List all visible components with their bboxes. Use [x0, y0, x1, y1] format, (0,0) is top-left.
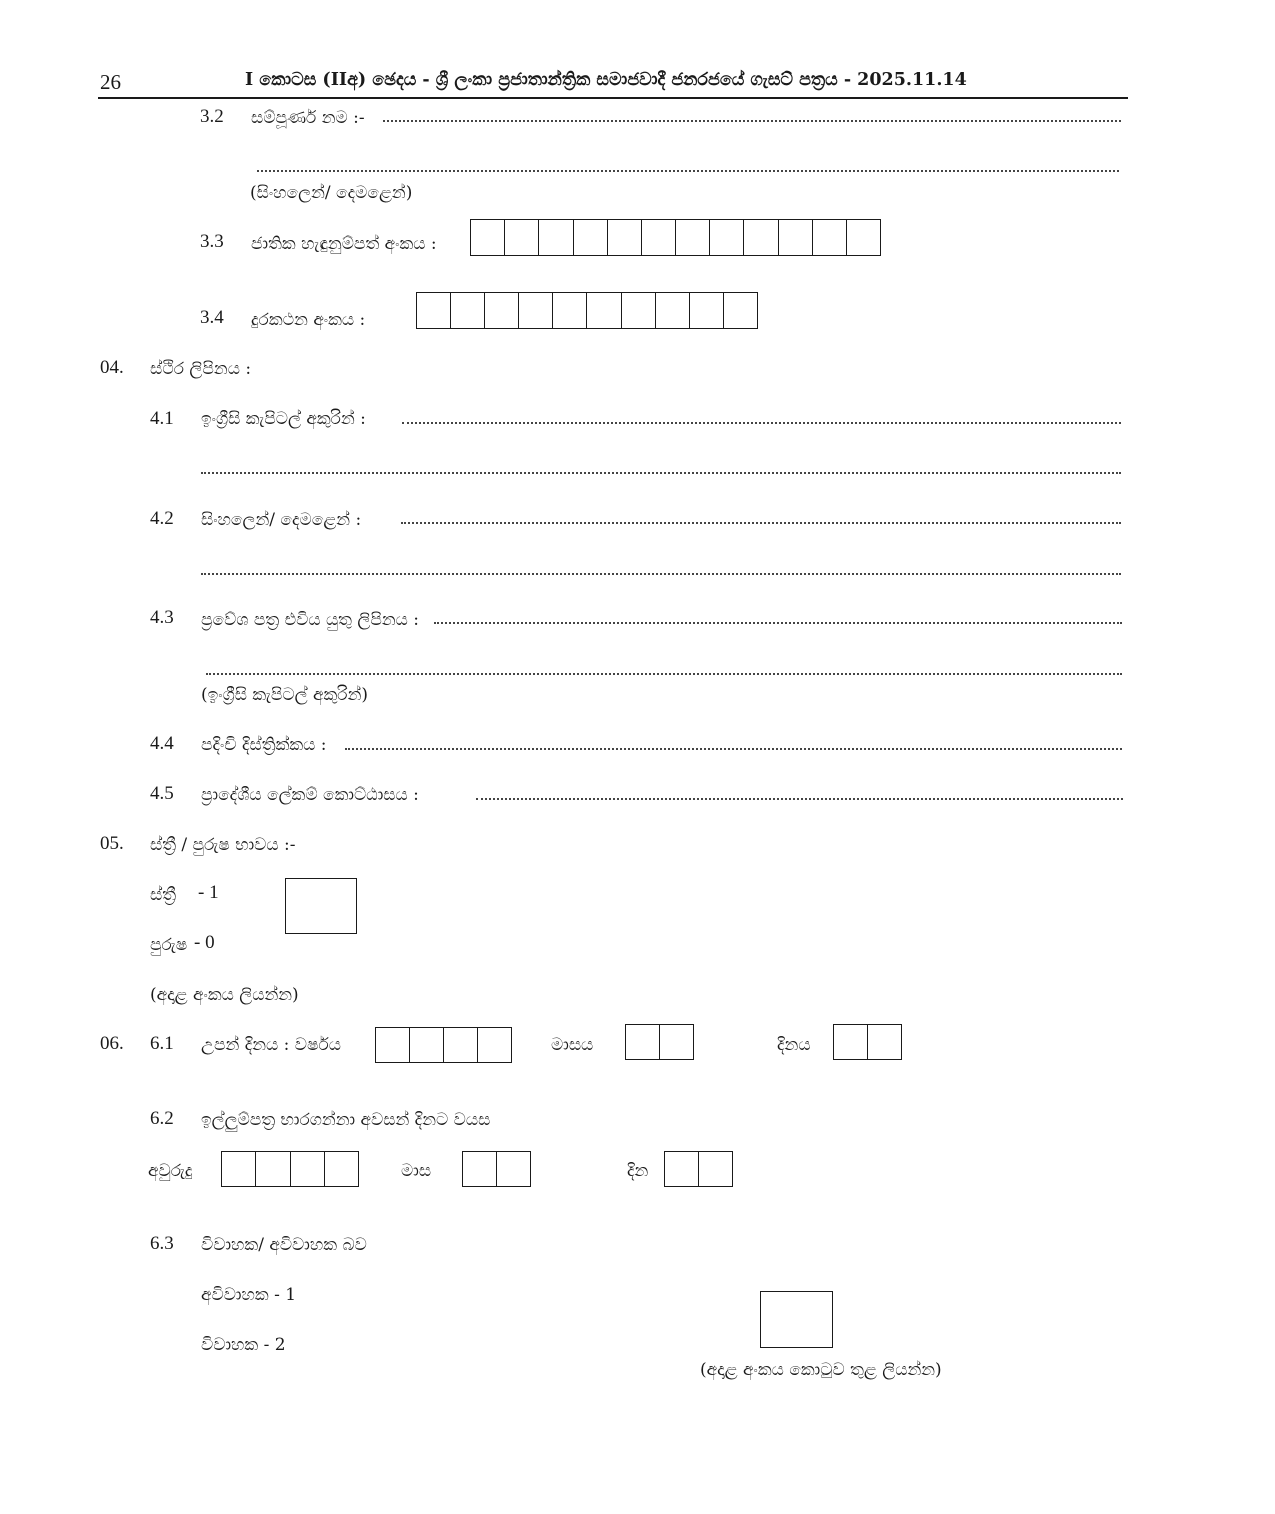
gender-code-box[interactable] [285, 878, 357, 934]
address-sinhala-tamil-line-1[interactable] [401, 522, 1121, 524]
item-number-4-2: 4.2 [150, 508, 174, 529]
gender-male-code: - 0 [194, 932, 215, 953]
item-number-3-3: 3.3 [200, 231, 224, 252]
birth-month-boxes[interactable] [625, 1024, 694, 1060]
age-months-label: මාස [401, 1161, 432, 1181]
digit-cell[interactable] [410, 1028, 444, 1062]
gender-note: (අදාළ අංකය ලියන්න) [150, 985, 299, 1005]
digit-cell[interactable] [505, 220, 539, 255]
gender-female-code: - 1 [198, 882, 219, 903]
digit-cell[interactable] [485, 293, 519, 328]
age-years-label: අවුරුදු [148, 1161, 193, 1181]
digit-cell[interactable] [497, 1152, 530, 1186]
digit-cell[interactable] [539, 220, 573, 255]
permanent-address-heading: ස්ථිර ලිපිනය : [150, 359, 252, 379]
admission-card-address-note: (ඉංග්‍රීසි කැපිටල් අකුරින්) [201, 685, 369, 705]
digit-cell[interactable] [656, 293, 690, 328]
full-name-line-2[interactable] [257, 170, 1119, 172]
address-sinhala-tamil-label: සිංහලෙන්/ දෙමළෙන් : [201, 510, 362, 530]
item-number-3-2: 3.2 [200, 106, 224, 127]
full-name-line-1[interactable] [383, 120, 1121, 122]
item-number-4-5: 4.5 [150, 783, 174, 804]
digit-cell[interactable] [690, 293, 724, 328]
digit-cell[interactable] [744, 220, 778, 255]
admission-card-address-label: ප්‍රවේශ පත්‍ර එවිය යුතු ලිපිනය : [201, 610, 420, 630]
digit-cell[interactable] [463, 1152, 497, 1186]
admission-card-address-line-1[interactable] [434, 622, 1122, 624]
birth-year-boxes[interactable] [375, 1027, 512, 1063]
birth-year-label: උපන් දිනය : වර්ෂය [201, 1035, 342, 1055]
gender-heading: ස්ත්‍රී / පුරුෂ භාවය :- [150, 835, 296, 855]
digit-cell[interactable] [444, 1028, 478, 1062]
nic-number-label: ජාතික හැඳුනුම්පත් අංකය : [251, 234, 437, 254]
address-sinhala-tamil-line-2[interactable] [201, 573, 1121, 575]
digit-cell[interactable] [622, 293, 656, 328]
item-number-4-3: 4.3 [150, 607, 174, 628]
digit-cell[interactable] [478, 1028, 511, 1062]
marital-status-label: විවාහක/ අවිවාහක බව [201, 1235, 367, 1255]
digit-cell[interactable] [471, 220, 505, 255]
item-number-3-4: 3.4 [200, 307, 224, 328]
resident-district-line[interactable] [345, 748, 1122, 750]
gender-male-label: පුරුෂ [150, 935, 188, 955]
digit-cell[interactable] [642, 220, 676, 255]
full-name-label: සම්පූර්ණ නම :- [251, 108, 365, 128]
digit-cell[interactable] [847, 220, 880, 255]
nic-number-boxes[interactable] [470, 219, 881, 256]
digit-cell[interactable] [451, 293, 485, 328]
digit-cell[interactable] [868, 1025, 901, 1059]
digit-cell[interactable] [256, 1152, 290, 1186]
digit-cell[interactable] [417, 293, 451, 328]
digit-cell[interactable] [724, 293, 757, 328]
item-number-6-1: 6.1 [150, 1033, 174, 1054]
item-number-6-3: 6.3 [150, 1233, 174, 1254]
digit-cell[interactable] [574, 220, 608, 255]
digit-cell[interactable] [660, 1025, 693, 1059]
digit-cell[interactable] [710, 220, 744, 255]
page-header-title: I කොටස (IIඅ) ඡෙදය - ශ්‍රී ලංකා ප්‍රජාතාන්ත්‍රික සමාජවාදී ජනරජයේ ගැසට් පත්‍රය - 2025.11.14 [245, 70, 967, 90]
address-english-line-2[interactable] [201, 472, 1121, 474]
digit-cell[interactable] [813, 220, 847, 255]
digit-cell[interactable] [519, 293, 553, 328]
section-number-05: 05. [100, 833, 124, 854]
phone-number-label: දුරකථන අංකය : [251, 310, 366, 330]
gender-female-label: ස්ත්‍රී [150, 885, 177, 905]
digit-cell[interactable] [291, 1152, 325, 1186]
digit-cell[interactable] [553, 293, 587, 328]
age-years-boxes[interactable] [221, 1151, 359, 1187]
marital-status-note: (අදාළ අංකය කොටුව තුළ ලියන්න) [700, 1360, 942, 1380]
digit-cell[interactable] [665, 1152, 699, 1186]
marital-married-option: විවාහක - 2 [201, 1335, 286, 1355]
section-number-06: 06. [100, 1033, 124, 1054]
birth-day-label: දිනය [777, 1035, 811, 1055]
digit-cell[interactable] [587, 293, 621, 328]
item-number-4-1: 4.1 [150, 408, 174, 429]
header-rule [98, 97, 1128, 99]
digit-cell[interactable] [376, 1028, 410, 1062]
resident-district-label: පදිංචි දිස්ත්‍රික්කය : [201, 735, 327, 755]
digit-cell[interactable] [779, 220, 813, 255]
age-days-boxes[interactable] [664, 1151, 733, 1187]
age-months-boxes[interactable] [462, 1151, 531, 1187]
marital-status-box[interactable] [760, 1291, 833, 1348]
item-number-6-2: 6.2 [150, 1108, 174, 1129]
digit-cell[interactable] [222, 1152, 256, 1186]
digit-cell[interactable] [834, 1025, 868, 1059]
page-number: 26 [100, 70, 121, 94]
phone-number-boxes[interactable] [416, 292, 758, 329]
age-days-label: දින [627, 1161, 649, 1181]
address-english-line-1[interactable] [402, 422, 1121, 424]
digit-cell[interactable] [608, 220, 642, 255]
digit-cell[interactable] [676, 220, 710, 255]
birth-day-boxes[interactable] [833, 1024, 902, 1060]
admission-card-address-line-2[interactable] [206, 673, 1122, 675]
birth-month-label: මාසය [551, 1035, 594, 1055]
digit-cell[interactable] [325, 1152, 358, 1186]
full-name-language-note: (සිංහලෙන්/ දෙමළෙන්) [250, 183, 413, 203]
digit-cell[interactable] [699, 1152, 732, 1186]
divisional-secretariat-label: ප්‍රාදේශීය ලේකම් කොට්ඨාසය : [201, 785, 419, 805]
address-english-label: ඉංග්‍රීසි කැපිටල් අකුරින් : [201, 409, 366, 429]
age-at-closing-label: ඉල්ලුම්පත්‍ර භාරගන්නා අවසන් දිනට වයස [201, 1110, 491, 1130]
digit-cell[interactable] [626, 1025, 660, 1059]
section-number-04: 04. [100, 357, 124, 378]
item-number-4-4: 4.4 [150, 733, 174, 754]
marital-unmarried-option: අවිවාහක - 1 [201, 1285, 297, 1305]
divisional-secretariat-line[interactable] [476, 798, 1123, 800]
